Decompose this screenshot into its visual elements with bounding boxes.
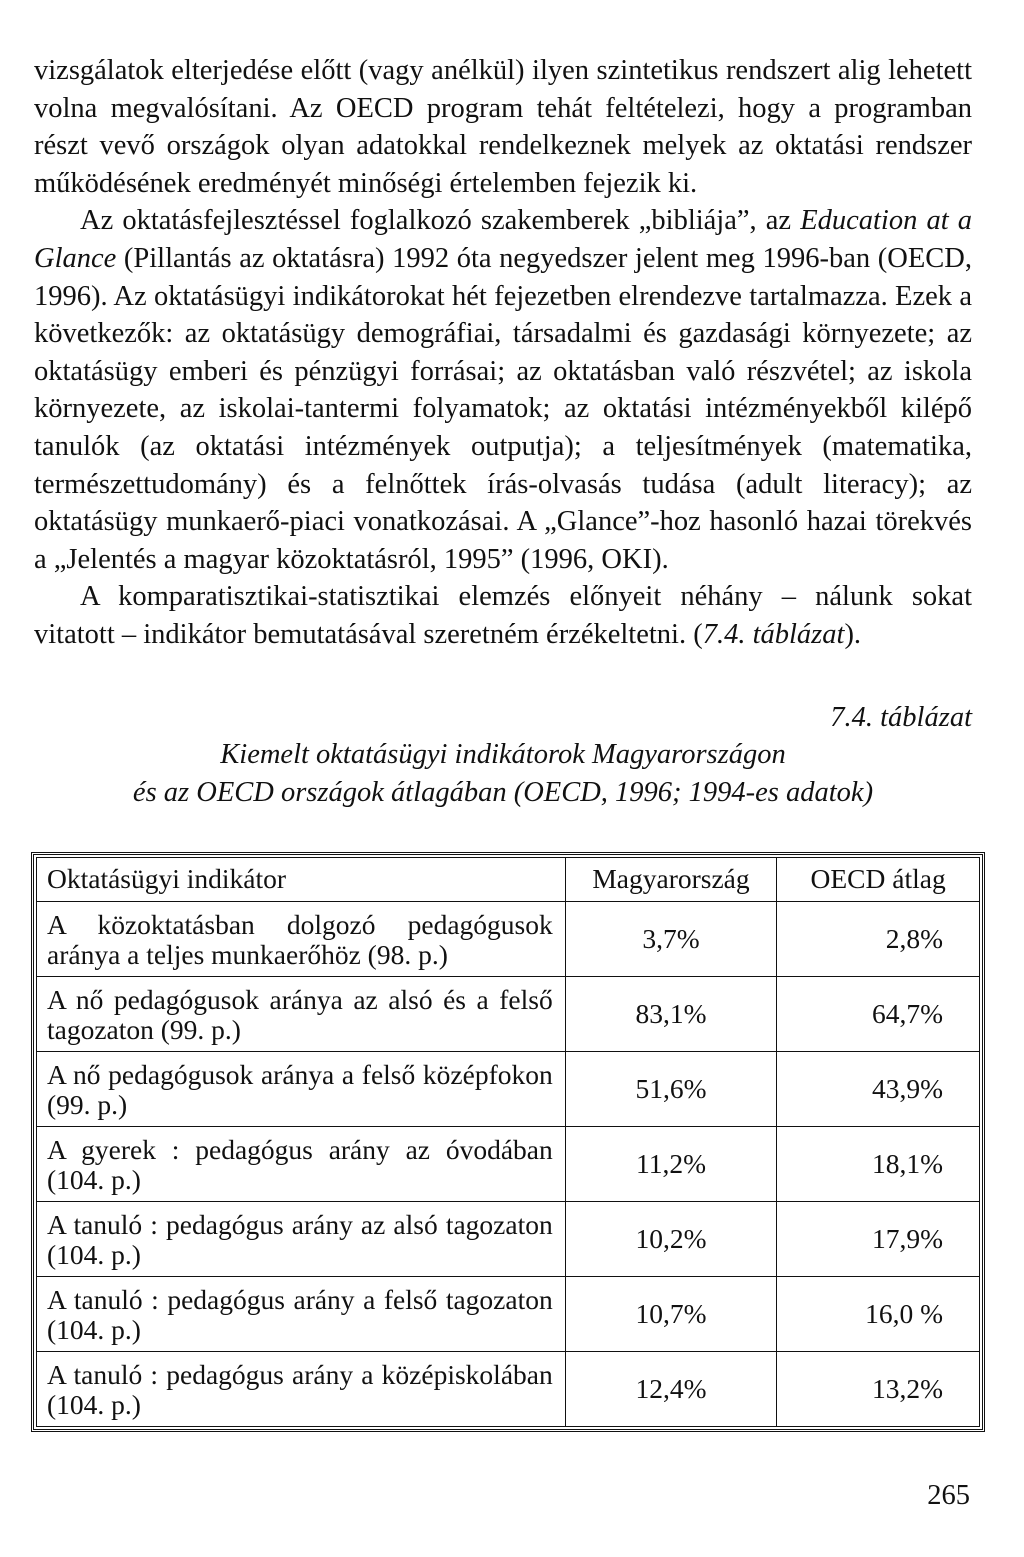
page-number: 265 — [927, 1480, 970, 1511]
indicator-table — [36, 857, 980, 1427]
paragraph-2-text-after: (Pillantás az oktatásra) 1992 óta negyedszer jelent meg 1996-ban (OECD, 1996). Az oktatásügyi indikátorokat hét fejezetben elrendezve tartalmazza. Ezek a következők: az oktatásügy demográfiai, társadalmi és gazdasági környezete; az oktatásügy emberi és pénzügyi forrásai; az oktatásban való részvétel; az iskola környezete, az iskolai-tantermi folyamatok; az oktatási intézményekből kilépő tanulók (az oktatási intézmények outputja); a teljesítmények (matematika, természettudomány) és a felnőttek írás-olvasás tudása (adult literacy); az oktatásügy munkaerő-piaci vonatkozásai. A „Glance”-hoz hasonló hazai törekvés a „Jelentés a magyar közoktatásról, 1995” (1996, OKI). — [34, 242, 972, 575]
row-oecd-value: 17,9% — [777, 1201, 980, 1276]
row-hungary-value: 12,4% — [565, 1351, 777, 1426]
paragraph-2 — [34, 202, 972, 578]
paragraph-2-italic-title: Education at a Glance — [34, 205, 972, 274]
paragraph-3-text-before: A komparatisztikai-statisztikai elemzés előnyeit néhány – nálunk sokat vitatott – indikátor bemutatásával szeretném érzékeltetni. ( — [34, 581, 972, 650]
row-indicator: A közoktatásban dolgozó pedagógusok aránya a teljes munkaerőhöz (98. p.) — [37, 901, 566, 976]
table-row — [37, 1126, 980, 1201]
row-indicator: A tanuló : pedagógus arány az alsó tagozaton (104. p.) — [37, 1201, 566, 1276]
header-hungary: Magyarország — [565, 857, 777, 901]
paragraph-3-text-after: ). — [844, 618, 862, 650]
row-hungary-value: 51,6% — [565, 1051, 777, 1126]
table-row — [37, 1351, 980, 1426]
paragraph-1: vizsgálatok elterjedése előtt (vagy anélkül) ilyen szintetikus rendszert alig lehetett volna megvalósítani. Az OECD program tehát feltételezi, hogy a programban részt vevő országok olyan adatokkal rendelkeznek melyek az oktatási rendszer működésének eredményét minőségi értelemben fejezik ki. — [34, 55, 972, 199]
row-oecd-value: 18,1% — [777, 1126, 980, 1201]
row-oecd-value: 43,9% — [777, 1051, 980, 1126]
row-indicator: A nő pedagógusok aránya a felső középfokon (99. p.) — [37, 1051, 566, 1126]
table-row — [37, 1051, 980, 1126]
header-indicator: Oktatásügyi indikátor — [37, 857, 566, 901]
table-title — [34, 736, 972, 812]
table-row — [37, 976, 980, 1051]
table-title-line-1: Kiemelt oktatásügyi indikátorok Magyarországon — [220, 738, 786, 770]
table-row — [37, 1201, 980, 1276]
row-hungary-value: 11,2% — [565, 1126, 777, 1201]
table-row — [37, 1276, 980, 1351]
row-hungary-value: 10,2% — [565, 1201, 777, 1276]
header-oecd-average: OECD átlag — [777, 857, 980, 901]
row-oecd-value: 16,0 % — [777, 1276, 980, 1351]
row-hungary-value: 10,7% — [565, 1276, 777, 1351]
row-oecd-value: 2,8% — [777, 901, 980, 976]
row-indicator: A nő pedagógusok aránya az alsó és a felső tagozaton (99. p.) — [37, 976, 566, 1051]
table-title-line-2: és az OECD országok átlagában (OECD, 1996; 1994-es adatok) — [132, 776, 874, 808]
row-oecd-value: 13,2% — [777, 1351, 980, 1426]
row-hungary-value: 83,1% — [565, 976, 777, 1051]
page-body — [34, 52, 972, 1432]
row-indicator: A gyerek : pedagógus arány az óvodában (104. p.) — [37, 1126, 566, 1201]
table-header-row — [37, 857, 980, 901]
row-hungary-value: 3,7% — [565, 901, 777, 976]
row-indicator: A tanuló : pedagógus arány a felső tagozaton (104. p.) — [37, 1276, 566, 1351]
indicator-table-frame — [31, 852, 985, 1432]
table-row — [37, 901, 980, 976]
paragraph-2-text-before: Az oktatásfejlesztéssel foglalkozó szakemberek „bibliája”, az — [80, 205, 801, 237]
paragraph-3-table-reference: 7.4. táblázat — [702, 618, 845, 650]
row-indicator: A tanuló : pedagógus arány a középiskolában (104. p.) — [37, 1351, 566, 1426]
row-oecd-value: 64,7% — [777, 976, 980, 1051]
table-label: 7.4. táblázat — [830, 701, 972, 733]
paragraph-3 — [34, 578, 972, 653]
